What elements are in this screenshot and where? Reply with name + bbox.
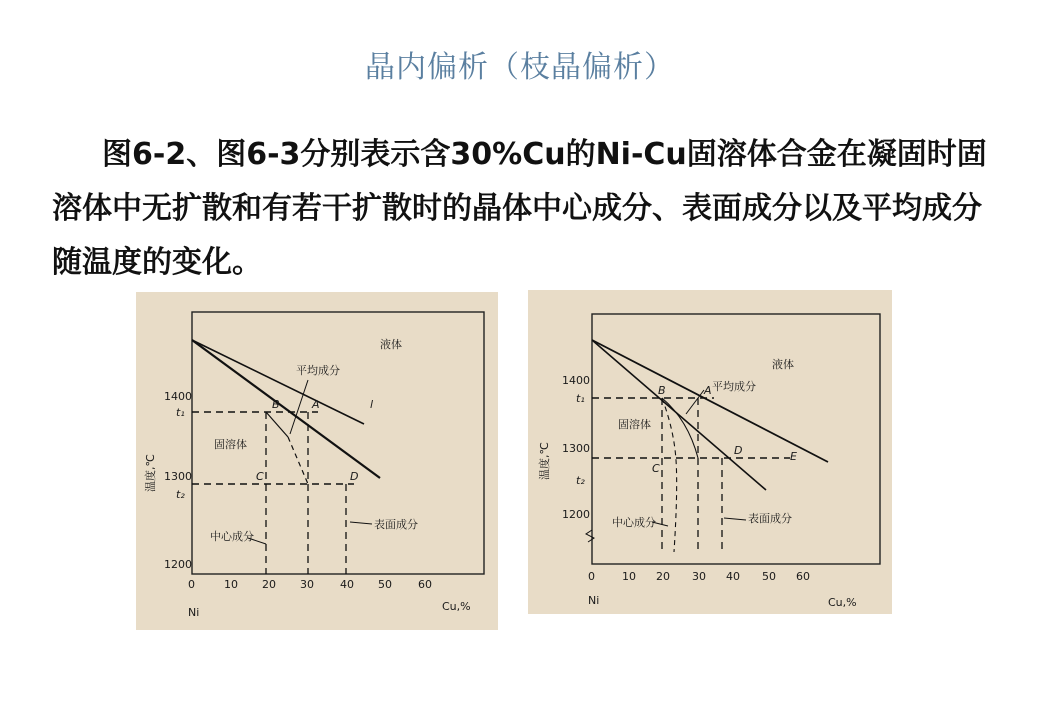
line-l-label: l: [370, 398, 374, 411]
x-tick-10: 10: [622, 570, 636, 583]
point-e: E: [790, 450, 797, 463]
figure-2-diagram: [528, 290, 892, 614]
x-tick-50: 50: [762, 570, 776, 583]
solid-label: 固溶体: [214, 438, 247, 451]
point-b: B: [658, 384, 666, 397]
x-tick-10: 10: [224, 578, 238, 591]
figure-6-3: [528, 290, 892, 614]
surface-label: 表面成分: [374, 518, 418, 531]
x-tick-20: 20: [262, 578, 276, 591]
solidus-line: [592, 340, 766, 490]
x-axis-label: Cu,%: [828, 596, 857, 609]
description-paragraph: 图6-2、图6-3分别表示含30%Cu的Ni-Cu固溶体合金在凝固时固溶体中无扩散和有若干扩散时的晶体中心成分、表面成分以及平均成分随温度的变化。: [52, 137, 987, 280]
point-c: C: [256, 470, 264, 483]
liquid-label: 液体: [772, 358, 794, 371]
x-tick-40: 40: [726, 570, 740, 583]
avg-line-a: [266, 412, 288, 437]
point-a: A: [312, 398, 320, 411]
liquid-label: 液体: [380, 338, 402, 351]
avg-line-b: [288, 437, 308, 484]
liquidus-line: [192, 340, 380, 478]
y-tick-1400: 1400: [562, 374, 590, 387]
surface-pointer: [724, 518, 746, 520]
point-d: D: [350, 470, 359, 483]
x-tick-20: 20: [656, 570, 670, 583]
point-d: D: [734, 444, 743, 457]
y-tick-1300: 1300: [164, 470, 192, 483]
t1-label: t₁: [576, 392, 585, 405]
x-tick-30: 30: [692, 570, 706, 583]
surface-label: 表面成分: [748, 512, 792, 525]
figure-1-diagram: [136, 292, 498, 630]
y-tick-1200: 1200: [164, 558, 192, 571]
point-c: C: [652, 462, 660, 475]
center-label: 中心成分: [612, 516, 656, 529]
x-tick-30: 30: [300, 578, 314, 591]
x-origin-ni: Ni: [188, 606, 200, 619]
x-tick-50: 50: [378, 578, 392, 591]
x-tick-60: 60: [796, 570, 810, 583]
surface-pointer: [350, 522, 372, 524]
page-title: 晶内偏析（枝晶偏析）: [365, 50, 675, 85]
center-label: 中心成分: [210, 530, 254, 543]
y-tick-1200: 1200: [562, 508, 590, 521]
y-tick-1300: 1300: [562, 442, 590, 455]
t2-label: t₂: [576, 474, 585, 487]
avg-label: 平均成分: [296, 364, 340, 377]
x-axis-label: Cu,%: [442, 600, 471, 613]
x-origin-ni: Ni: [588, 594, 600, 607]
x-tick-40: 40: [340, 578, 354, 591]
x-tick-60: 60: [418, 578, 432, 591]
y-tick-1400: 1400: [164, 390, 192, 403]
center-curve: [662, 398, 677, 552]
point-a: A: [704, 384, 712, 397]
y-axis-label: 温度,℃: [538, 442, 551, 480]
axis-break-mark: [586, 530, 594, 542]
avg-pointer: [290, 380, 308, 434]
figure-6-2: [136, 292, 498, 630]
x-tick-0: 0: [188, 578, 195, 591]
point-b: B: [272, 398, 280, 411]
x-tick-0: 0: [588, 570, 595, 583]
y-axis-label: 温度,℃: [144, 454, 157, 492]
t1-label: t₁: [176, 406, 185, 419]
t2-label: t₂: [176, 488, 185, 501]
solid-label: 固溶体: [618, 418, 651, 431]
avg-curve: [662, 398, 698, 458]
avg-label: 平均成分: [712, 380, 756, 393]
